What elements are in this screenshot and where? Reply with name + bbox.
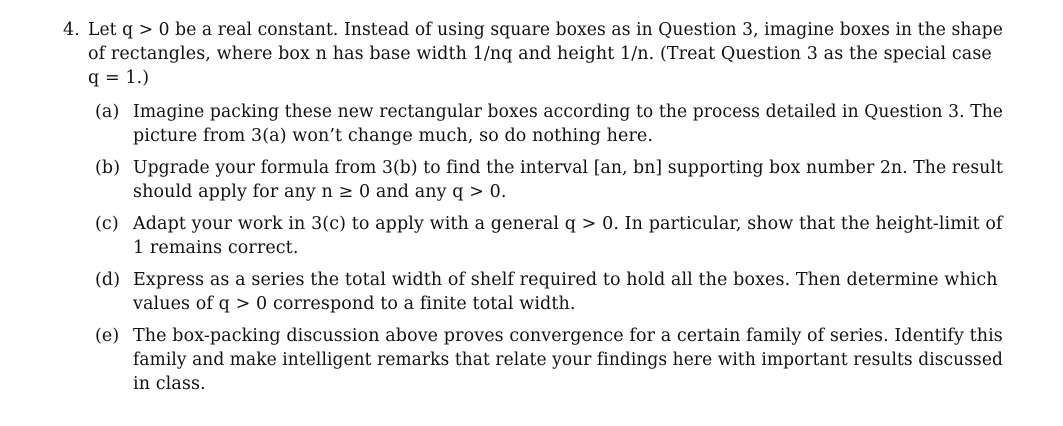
- part-e-line-3: in class.: [133, 374, 206, 394]
- part-b-label: (b): [95, 158, 121, 178]
- question-text-line-2: of rectangles, where box n has base width 1/nq and height 1/n. (Treat Question 3 as the special case: [88, 44, 992, 64]
- part-d-line-1: Express as a series the total width of shelf required to hold all the boxes. Then determine which: [133, 270, 998, 290]
- part-c-line-1: Adapt your work in 3(c) to apply with a general q > 0. In particular, show that the height-limit of: [133, 214, 1003, 234]
- part-d-label: (d): [95, 270, 121, 290]
- part-c-line-2: 1 remains correct.: [133, 238, 299, 258]
- part-e-line-1: The box-packing discussion above proves convergence for a certain family of series. Identify this: [133, 326, 1003, 346]
- part-a-line-2: picture from 3(a) won’t change much, so do nothing here.: [133, 126, 654, 146]
- part-a-label: (a): [95, 102, 120, 122]
- part-e-line-2: family and make intelligent remarks that relate your findings here with important results discussed: [133, 350, 1003, 370]
- part-c-label: (c): [95, 214, 119, 234]
- question-number: 4.: [63, 20, 80, 40]
- part-a-line-1: Imagine packing these new rectangular boxes according to the process detailed in Question 3. The: [133, 102, 1004, 122]
- part-d-line-2: values of q > 0 correspond to a finite total width.: [133, 294, 576, 314]
- part-b-line-2: should apply for any n ≥ 0 and any q > 0.: [133, 182, 507, 202]
- part-b-line-1: Upgrade your formula from 3(b) to find the interval [an, bn] supporting box number 2n. The result: [133, 158, 1004, 178]
- part-e-label: (e): [95, 326, 120, 346]
- question-text-line-1: Let q > 0 be a real constant. Instead of using square boxes as in Question 3, imagine boxes in the shape: [88, 20, 1003, 40]
- question-text-line-3: q = 1.): [88, 68, 150, 88]
